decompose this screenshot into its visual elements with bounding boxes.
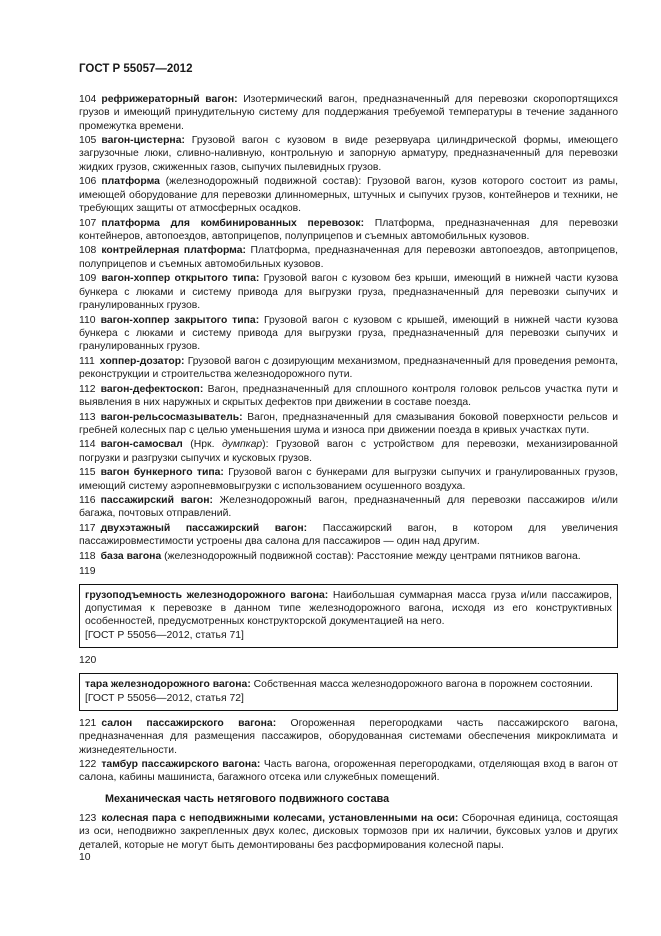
term-list	[79, 812, 618, 852]
term-entry	[79, 494, 618, 521]
term: двухэтажный пассажирский вагон:	[100, 523, 308, 535]
definition: Огороженная перегородками часть пассажирского вагона, предназначенная для размещения пассажиров, оборудованная системами обеспечения микроклимата и жизнедеятельности.	[79, 717, 618, 756]
term: вагон-хоппер закрытого типа:	[100, 314, 260, 326]
term-number: 110	[79, 314, 96, 326]
term-qualifier: (железнодорожный подвижной состав):	[159, 176, 362, 188]
term-entry	[79, 466, 618, 493]
term: вагон бункерного типа:	[100, 467, 224, 479]
term-qualifier: (железнодорожный подвижной состав):	[161, 550, 355, 562]
term: колесная пара с неподвижными колесами, установленными на оси:	[101, 813, 459, 824]
definition: Грузовой вагон, кузов которого состоит из рамы, имеющей оборудование для перевозки длинномерных, штучных и сыпучих грузов, контейнеров и техники, не требующих защиты от атмосферных осадков.	[79, 176, 618, 214]
term-number: 112	[79, 383, 96, 395]
term-entry	[79, 550, 618, 563]
definition: Сборочная единица, состоящая из оси, неподвижно закрепленных двух колес, дисковых тормозов при их наличии, буксовых узлов и других деталей, которые не могут быть демонтированы без расформирования колесной пары.	[79, 813, 618, 851]
term-entry	[79, 355, 618, 382]
term: салон пассажирского вагона:	[101, 717, 277, 729]
term-entry	[79, 272, 618, 312]
term-entry	[79, 812, 618, 852]
reference: [ГОСТ Р 55056—2012, статья 71]	[85, 629, 244, 641]
term-number: 123	[79, 813, 97, 824]
page-number: 10	[79, 852, 91, 863]
definition: Грузовой вагон с кузовом без крыши, имеющий в нижней части кузова бункера с люками и систему привода для выгрузки груза, предназначенный для перевозки сыпучих и гранулированных грузов.	[79, 273, 619, 311]
reference: [ГОСТ Р 55056—2012, статья 72]	[85, 692, 244, 704]
term-entry	[79, 175, 618, 215]
definition: Грузовой вагон с дозирующим механизмом, предназначенный для проведения ремонта, реконструкции и строительства железнодорожного пути.	[79, 355, 618, 381]
term-list	[79, 93, 618, 563]
term-number: 107	[79, 217, 97, 229]
term-number: 121	[79, 717, 97, 729]
term: платформа	[101, 176, 160, 188]
term: рефрижераторный вагон:	[101, 94, 238, 105]
term-qualifier: (Нрк.	[182, 439, 222, 451]
definition: Платформа, предназначенная для перевозки автопоездов, автоприцепов, полуприцепов и съемных автомобильных кузовов.	[79, 245, 618, 270]
term: вагон-самосвал	[100, 439, 183, 451]
term-number: 113	[79, 411, 96, 423]
term-entry	[79, 438, 618, 465]
term: вагон-цистерна:	[101, 135, 185, 147]
term-number: 111	[79, 355, 95, 367]
definition: Часть вагона, огороженная перегородками, отделяющая вход в вагон от салона, кабины машиниста, багажного отсека или служебных помещений.	[79, 759, 619, 784]
term-entry	[79, 134, 618, 174]
term-number: 114	[79, 439, 96, 451]
term-entry	[79, 717, 618, 757]
term: вагон-хоппер открытого типа:	[101, 273, 260, 285]
term-entry	[79, 314, 618, 354]
definition: Расстояние между центрами пятников вагона.	[354, 550, 581, 562]
term-entry	[79, 522, 618, 549]
definition: Грузовой вагон с кузовом с крышей, имеющий в нижней части кузова бункера с люками и систему привода для выгрузки груза, предназначенный для перевозки сыпучих и гранулированных грузов.	[79, 314, 618, 353]
term-entry	[79, 93, 618, 133]
term: платформа для комбинированных перевозок:	[101, 217, 365, 229]
term: контрейлерная платформа:	[101, 245, 246, 257]
deprecated-term: думпкар	[222, 439, 263, 451]
definition: Платформа, предназначенная для перевозки контейнеров, автопоездов, автоприцепов, полуприцепов и съемных автомобильных кузовов.	[79, 217, 619, 242]
term-number: 104	[79, 94, 97, 105]
term: база вагона	[100, 550, 162, 562]
term-list	[79, 717, 618, 785]
term-number: 119	[79, 565, 96, 577]
term-entry	[79, 411, 618, 438]
term-entry	[79, 244, 618, 271]
definition: Изотермический вагон, предназначенный для перевозки скоропортящихся грузов и имеющий принудительную систему для поддержания требуемой температуры в течение заданного промежутка времени.	[79, 94, 618, 132]
definition: Железнодорожный вагон, предназначенный для перевозки пассажиров и/или багажа, почтовых отправлений.	[79, 495, 618, 520]
term: тамбур пассажирского вагона:	[101, 759, 261, 771]
definition: Грузовой вагон с устройством для перевозки, механизированной погрузки и разгрузки сыпучих и кусковых грузов.	[79, 439, 618, 464]
boxed-term-120	[79, 673, 618, 711]
definition: Пассажирский вагон, в котором для увеличения пассажировместимости устроены два салона для пассажиров — один над другим.	[79, 523, 618, 548]
term: вагон-рельсосмазыватель:	[100, 411, 243, 423]
term: пассажирский вагон:	[100, 495, 213, 507]
term: тара железнодорожного вагона:	[85, 679, 251, 691]
term-number: 120	[79, 655, 97, 667]
boxed-term-119	[79, 584, 618, 648]
section-heading: Механическая часть нетягового подвижного состава	[105, 792, 390, 805]
term-qualifier-end: ):	[262, 439, 269, 451]
term-number: 117	[79, 523, 96, 535]
term-number: 105	[79, 135, 97, 147]
definition: Вагон, предназначенный для сплошного контроля головок рельсов участка пути и выявления в них наружных и скрытых дефектов при движении в составе поезда.	[79, 383, 618, 408]
definition: Грузовой вагон с кузовом в виде резервуара цилиндрической формы, имеющего загрузочные люки, сливно-наливную, контрольную и запорную арматуру, предназначенный для перевозки жидких грузов, сжиженных газов, сыпучих пылевидных грузов.	[79, 135, 618, 173]
document-header: ГОСТ Р 55057—2012	[79, 63, 193, 75]
term: вагон-дефектоскоп:	[100, 383, 204, 395]
definition: Собственная масса железнодорожного вагона в порожнем состоянии.	[250, 679, 593, 691]
term: грузоподъемность железнодорожного вагона:	[85, 589, 329, 601]
term-number: 118	[79, 550, 96, 562]
term-entry	[79, 758, 618, 785]
term: хоппер-дозатор:	[99, 355, 185, 367]
term-number: 122	[79, 759, 97, 771]
term-number: 108	[79, 245, 97, 257]
term-number: 116	[79, 495, 96, 507]
definition: Вагон, предназначенный для смазывания боковой поверхности рельсов и гребней колесных пар с целью уменьшения шума и износа при движении поезда в кривых участках пути.	[79, 411, 618, 436]
term-entry	[79, 217, 618, 244]
term-number: 109	[79, 273, 97, 285]
definition: Грузовой вагон с бункерами для выгрузки сыпучих и гранулированных грузов, имеющий систему аэропневмовыгрузки с использованием осушенного воздуха.	[79, 467, 618, 492]
term-number: 106	[79, 176, 97, 188]
definition: Наибольшая суммарная масса груза и/или пассажиров, допустимая к перевозке в данном типе железнодорожного вагона, исходя из его конструктивных особенностей, предусмотренных конструкторской документацией на него.	[85, 589, 613, 628]
document-body	[79, 93, 618, 853]
term-number: 115	[79, 467, 96, 479]
term-entry	[79, 383, 618, 410]
